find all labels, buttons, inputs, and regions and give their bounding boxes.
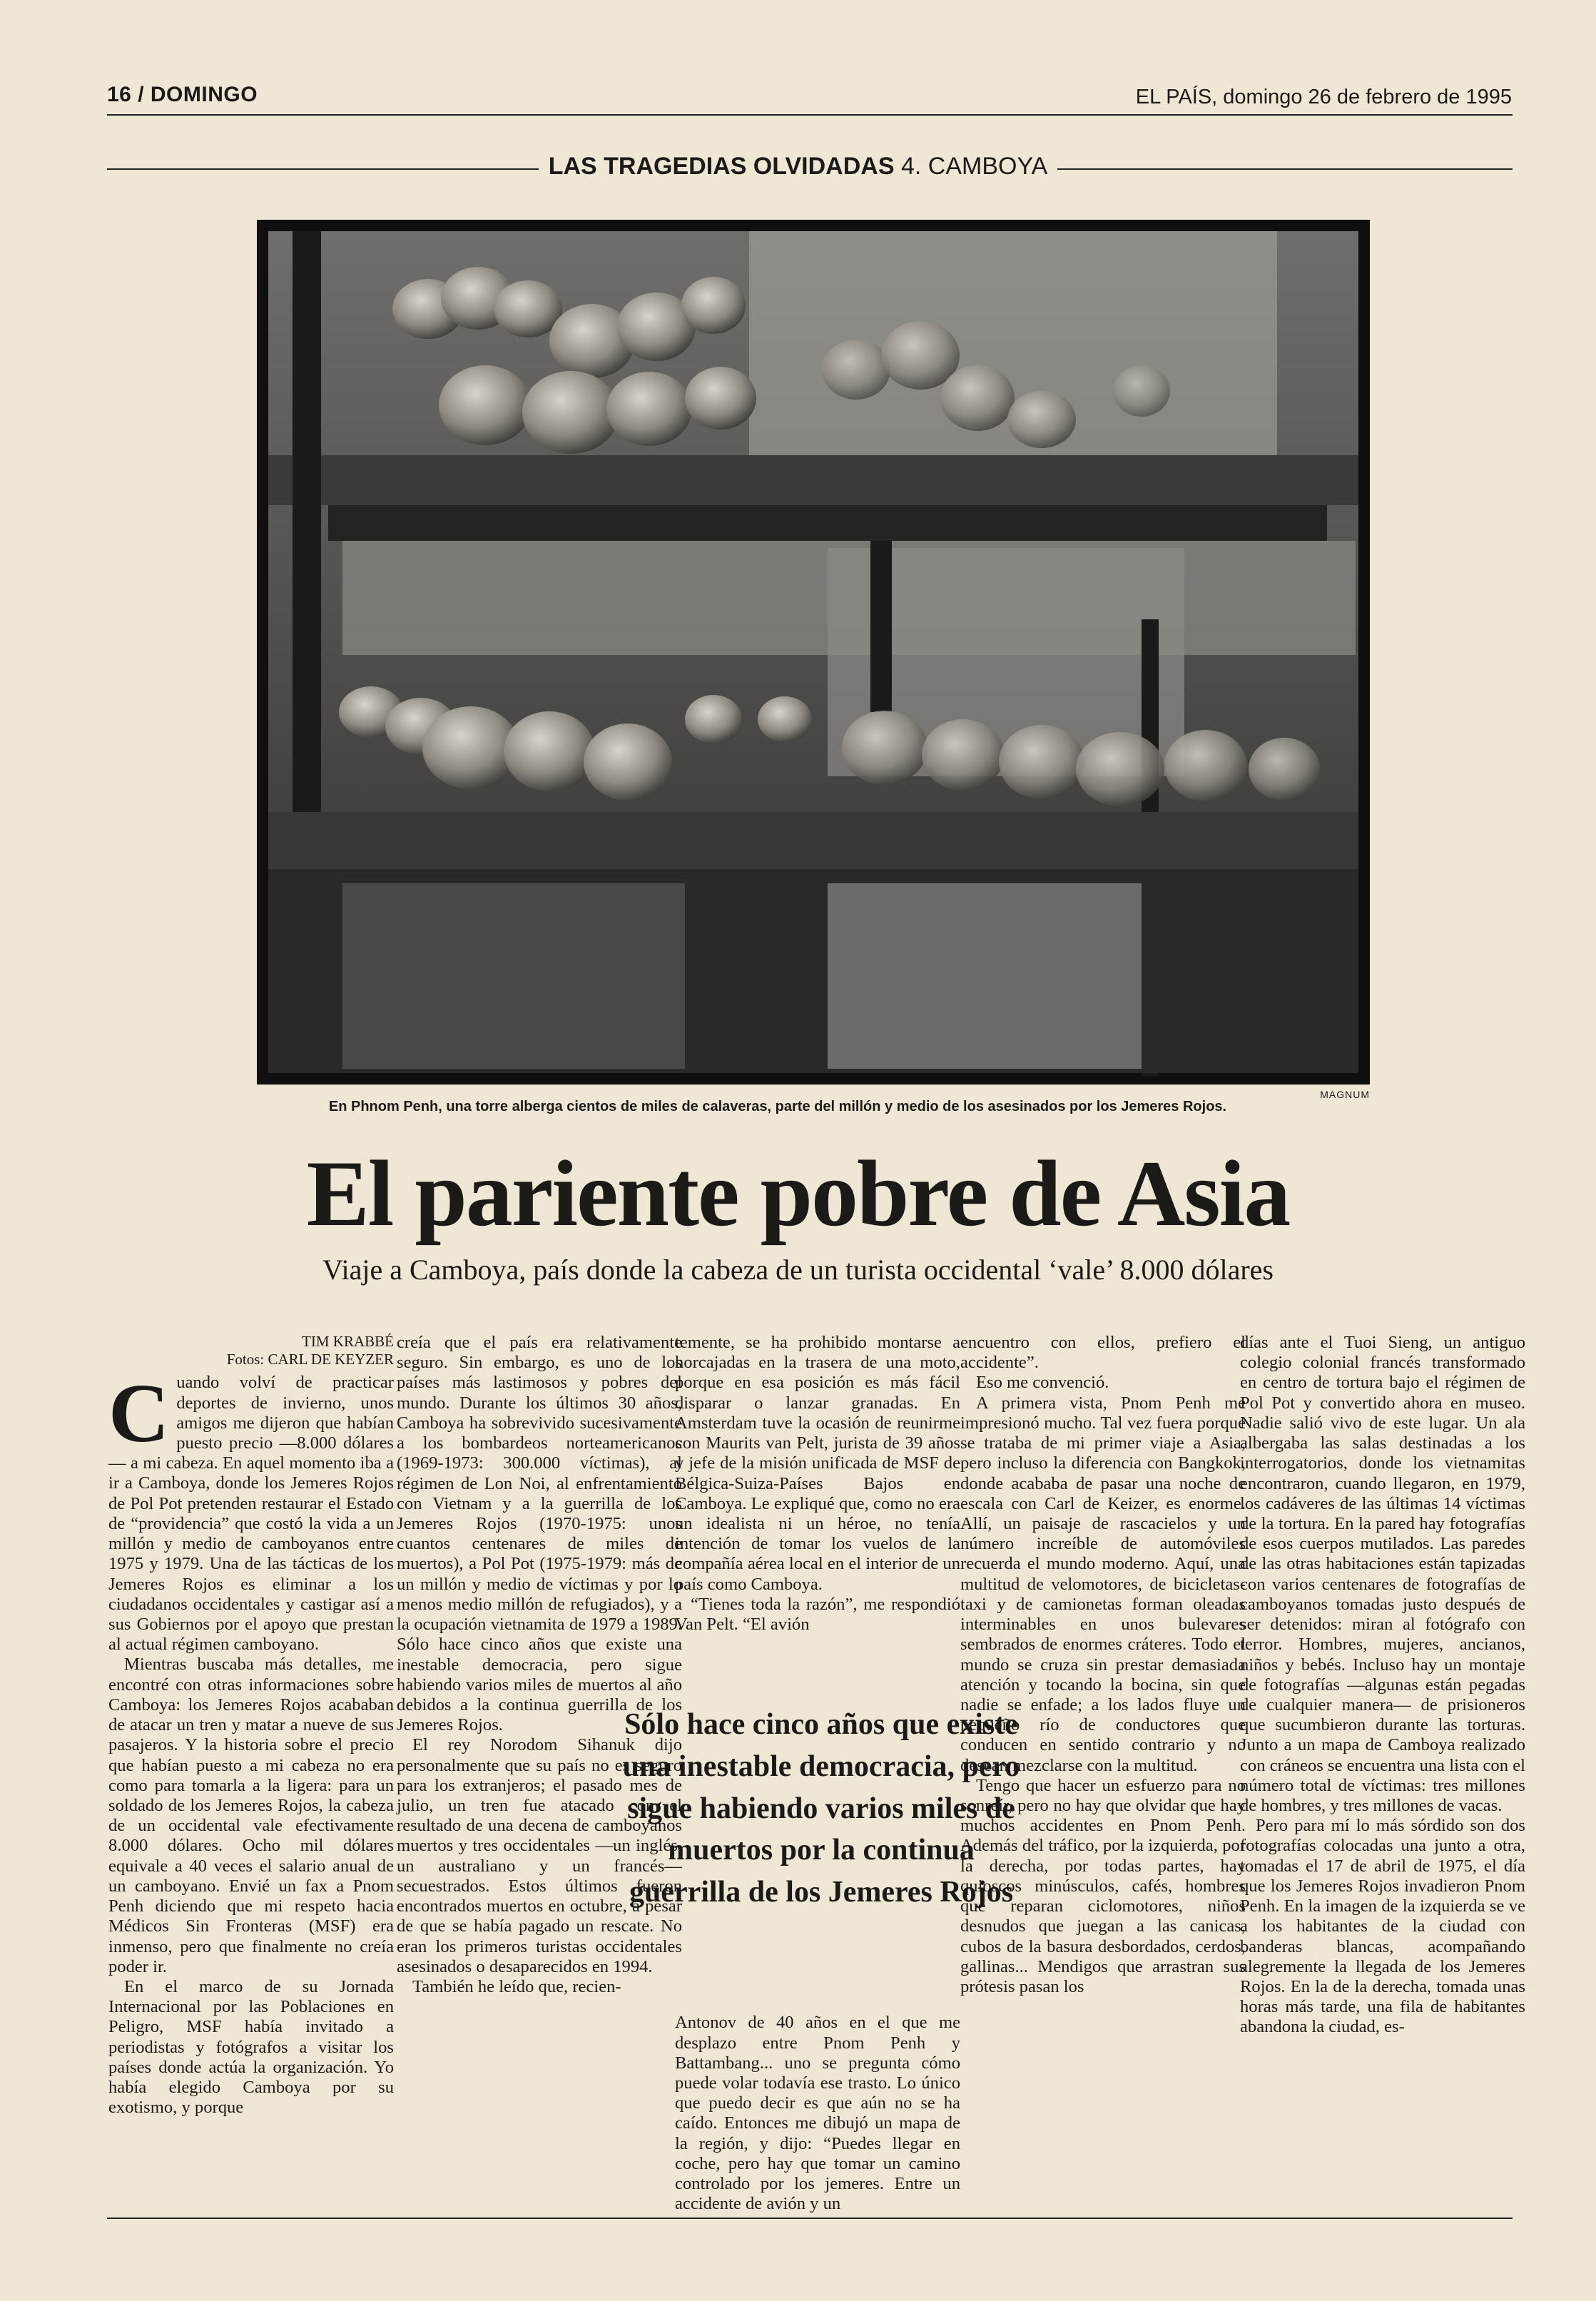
paragraph: También he leído que, recien-: [412, 1977, 621, 1996]
paragraph: Pero para mí lo más sórdido son dos fotografías colocadas una junto a otra, tomadas el 17 de abril de 1975, el día que los Jemeres Rojos invadieron Pnom Penh. En la imagen de la izquierda se ve a los habitantes de la ciudad con banderas blancas, acompañando alegremente la llegada de los Jemeres Rojos. En la de la derecha, tomada unas horas más tarde, una fila de habitantes abandona la ciudad, es-: [1240, 1816, 1525, 2037]
paragraph: En el marco de su Jornada Internacional por las Poblaciones en Peligro, MSF había invitado a periodistas y fotógrafos a visitar los países donde actúa la organización. Yo había elegido Camboya por su exotismo, y porque: [108, 1976, 394, 2118]
paragraph: días ante el Tuoi Sieng, un antiguo colegio colonial francés transformado en centro de tortura bajo el régimen de Pol Pot y convertido ahora en museo. Nadie salió vivo de este lugar. Un ala albergaba las salas destinadas a los interrogatorios, donde los vietnamitas encontraron, cuando llegaron, en 1979, los cadáveres de las últimas 14 víctimas de la tortura. En la pared hay fotografías de esos cuerpos mutilados. Las paredes de las otras habitaciones están tapizadas con varios centenares de fotografías de camboyanos tomadas justo después de ser detenidos: miran al fotógrafo con terror. Hombres, mujeres, ancianos, niños y bebés. Incluso hay un montaje de fotografías —algunas están pegadas de cualquier manera— de prisioneros que sucumbieron durante las torturas. Junto a un mapa de Camboya realizado con cráneos se encuentra una lista con el número total de víctimas: tres millones de hombres, y tres millones de vacas.: [1240, 1333, 1525, 1816]
paragraph: Mientras buscaba más detalles, me encontré con otras informaciones sobre Camboya: los Jemeres Rojos acababan de atacar un tren y matar a nueve de sus pasajeros. Y la historia sobre el precio que habían puesto a mi cabeza no era como para tomarla a la ligera: para un soldado de los Jemeres Rojos, la cabeza de un occidental vale efectivamente 8.000 dólares. Ocho mil dólares equivale a 40 veces el salario anual de un camboyano. Envié un fax a Pnom Penh diciendo que mi respeto hacia Médicos Sin Fronteras (MSF) era inmenso, pero que finalmente no creía poder ir.: [108, 1655, 394, 1976]
paragraph: Antonov de 40 años en el que me desplazo entre Pnom Penh y Battambang... uno se pregunta cómo puede volar todavía ese trasto. Lo único que puedo decir es que aún no se ha caído. Entonces me dibujó un mapa de la región, y dijo: “Puedes llegar en coche, pero hay que tomar un camino controlado por los jemeres. Entre un accidente de avión y un: [675, 2013, 960, 2214]
header-rule: [107, 114, 1513, 116]
photo-credit: MAGNUM: [1320, 1089, 1370, 1100]
page-section-label: 16 / DOMINGO: [107, 83, 258, 106]
article-photo: [257, 220, 1370, 1085]
drop-cap: C: [108, 1366, 170, 1461]
section-banner: [0, 153, 1596, 181]
byline: [108, 1333, 394, 1368]
paragraph: Tengo que hacer un esfuerzo para no sonreír, pero no hay que olvidar que hay muchos accidentes en Pnom Penh. Además del tráfico, por la izquierda, por la derecha, por todas partes, hay quioscos minúsculos, cafés, hombres que reparan ciclomotores, niños desnudos que juegan a las canicas, cubos de la basura desbordados, cerdos, gallinas... Mendigos que arrastran sus prótesis pasan los: [960, 1775, 1246, 1996]
publication-date: EL PAÍS, domingo 26 de febrero de 1995: [1135, 86, 1512, 108]
paragraph: El rey Norodom Sihanuk dijo personalmente que su país no es seguro para los extranjeros; el pasado mes de julio, un tren fue atacado con el resultado de una decena de camboyanos muertos y tres occidentales —un inglés, un australiano y un francés— secuestrados. Estos últimos fueron encontrados muertos en octubre, a pesar de que se había pagado un rescate. No eran los primeros turistas occidentales asesinados o desaparecidos en 1994.: [397, 1735, 682, 1976]
paragraph: creía que el país era relativamente seguro. Sin embargo, es uno de los países más lastimosos y pobres del mundo. Durante los últimos 30 años, Camboya ha sobrevivido sucesivamente a los bombardeos norteamericanos (1969-1973: 300.000 víctimas), al régimen de Lon Noi, al enfrentamiento con Vietnam y a la guerrilla de los Jemeres Rojos (1970-1975: unos cuantos centenares de miles de muertos), a Pol Pot (1975-1979: más de un millón y medio de víctimas y por lo menos medio millón de refugiados), y a la ocupación vietnamita de 1979 a 1989. Sólo hace cinco años que existe una inestable democracia, pero sigue habiendo varios miles de muertos al año debidos a la continua guerrilla de los Jemeres Rojos.: [397, 1333, 682, 1735]
skull-tower-photo: [257, 220, 1370, 1085]
paragraph: Cuando volví de practicar deportes de invierno, unos amigos me dijeron que habían puesto precio —8.000 dólares— a mi cabeza. En aquel momento iba a ir a Camboya, donde los Jemeres Rojos de Pol Pot pretenden restaurar el Estado de “providencia” que costó la vida a un millón y medio de camboyanos entre 1975 y 1979. Una de las tácticas de los Jemeres Rojos es eliminar a los ciudadanos occidentales y castigar así a sus Gobiernos por el apoyo que prestan al actual régimen camboyano.: [108, 1366, 394, 1655]
paragraph: A primera vista, Pnom Penh me impresionó mucho. Tal vez fuera porque se trataba de mi primer viaje a Asia, pero incluso la diferencia con Bangkok, donde acababa de pasar una noche de escala con Carl de Keizer, es enorme. Allí, un paisaje de rascacielos y un número increíble de automóviles recuerda el mundo moderno. Aquí, una multitud de velomotores, de bicicletas-taxi y de camionetas forman oleadas interminables en unos bulevares sembrados de enormes cráteres. Todo el mundo se cruza sin prestar demasiada atención y tocando la bocina, sin que nadie se enfade; a los lados fluye un pequeño río de conductores que conducen en sentido contrario y no desean mezclarse con la multitud.: [960, 1393, 1246, 1775]
series-part: 4. CAMBOYA: [900, 153, 1048, 180]
footer-rule: [107, 2218, 1513, 2219]
series-name: LAS TRAGEDIAS OLVIDADAS: [548, 153, 895, 180]
photo-caption: En Phnom Penh, una torre alberga cientos de miles de calaveras, parte del millón y medio de los asesinados por los Jemeres Rojos.: [328, 1099, 1227, 1114]
paragraph: encuentro con ellos, prefiero el accidente”.: [960, 1333, 1246, 1373]
photographer: Fotos: CARL DE KEYZER: [226, 1351, 394, 1368]
paragraph: temente, se ha prohibido montarse a horcajadas en la trasera de una moto, porque en esa posición es más fácil disparar o lanzar granadas. En Amsterdam tuve la ocasión de reunirme con Maurits van Pelt, jurista de 39 años y jefe de la misión unificada de MSF de Bélgica-Suiza-Países Bajos en Camboya. Le expliqué que, como no era un idealista ni un héroe, no tenía intención de tomar los vuelos de la compañía aérea local en el interior de un país como Camboya.: [675, 1333, 960, 1594]
article-column-5: [1240, 1333, 1525, 2038]
article-column-1: [108, 1333, 394, 2118]
paragraph: “Tienes toda la razón”, me respondió Van Pelt. “El avión: [675, 1594, 960, 1635]
pull-quote: Sólo hace cinco años que existe una inestable democracia, pero sigue habiendo varios miles de muertos por la continua guerrilla de los Jemeres Rojos: [622, 1708, 1020, 1909]
author: TIM KRABBÉ: [302, 1333, 394, 1350]
article-title: El pariente pobre de Asia: [306, 1141, 1290, 1246]
paragraph: Eso me convenció.: [976, 1373, 1109, 1393]
article-subtitle: Viaje a Camboya, país donde la cabeza de un turista occidental ‘vale’ 8.000 dólares: [322, 1254, 1274, 1286]
